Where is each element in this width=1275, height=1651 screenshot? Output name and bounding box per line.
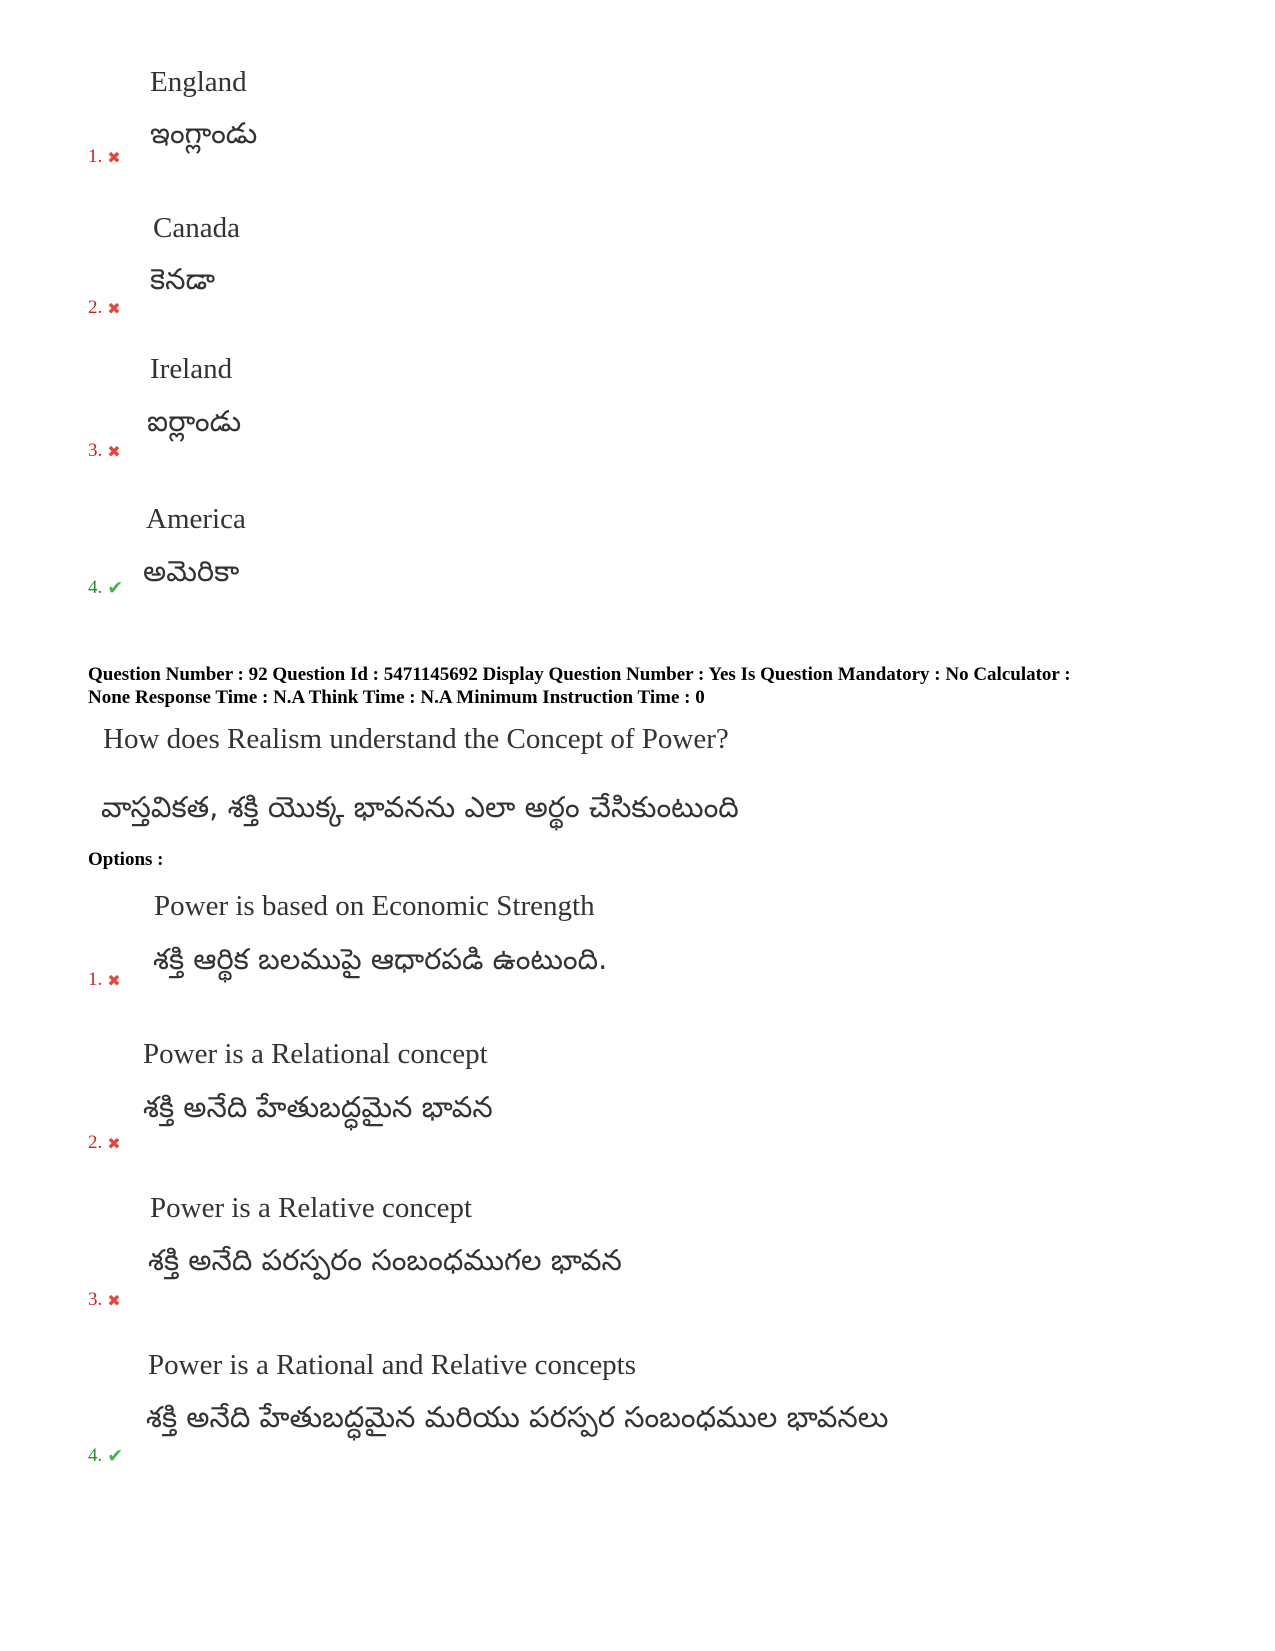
option-3-english: Power is a Relative concept [150, 1192, 473, 1224]
question-meta-line1: Question Number : 92 Question Id : 5471145692 Display Question Number : Yes Is Question Mandatory : No Calculator : [88, 664, 1071, 685]
option-1-telugu: శక్తి ఆర్థిక బలముపై ఆధారపడి ఉంటుంది. [153, 942, 608, 976]
prev-option-1-number [88, 146, 121, 168]
prev-option-2-telugu: కెనడా [150, 262, 216, 296]
option-2-english: Power is a Relational concept [143, 1038, 488, 1070]
question-meta [88, 663, 1208, 709]
cross-icon: ✖ [107, 1133, 121, 1153]
prev-option-3-english: Ireland [150, 353, 233, 385]
cross-icon: ✖ [107, 970, 121, 990]
question-text-english: How does Realism understand the Concept of Power? [103, 723, 729, 755]
option-number: 3. [88, 440, 103, 461]
option-1-english: Power is based on Economic Strength [154, 890, 595, 922]
option-4-english: Power is a Rational and Relative concepts [148, 1349, 637, 1381]
option-1-number [88, 969, 121, 991]
option-number: 3. [88, 1289, 103, 1310]
option-2-telugu: శక్తి అనేది హేతుబద్ధమైన భావన [143, 1090, 493, 1124]
cross-icon: ✖ [107, 1290, 121, 1310]
option-number: 4. [88, 1445, 103, 1466]
option-3-number [88, 1289, 121, 1311]
cross-icon: ✖ [107, 441, 121, 461]
prev-option-4-english: America [146, 503, 246, 535]
options-label: Options : [88, 849, 164, 870]
option-4-number [88, 1445, 123, 1467]
option-number: 1. [88, 146, 103, 167]
prev-option-1-english: England [150, 66, 247, 98]
option-number: 2. [88, 1132, 103, 1153]
option-number: 2. [88, 297, 103, 318]
option-3-telugu: శక్తి అనేది పరస్పరం సంబంధముగల భావన [148, 1243, 622, 1277]
prev-option-2-number [88, 297, 121, 319]
prev-option-3-number [88, 440, 121, 462]
question-text-telugu: వాస్తవికత, శక్తి యొక్క భావనను ఎలా అర్థం చేసికుంటుంది [101, 790, 739, 824]
prev-option-4-number [88, 577, 123, 599]
option-number: 4. [88, 577, 103, 598]
cross-icon: ✖ [107, 147, 121, 167]
prev-option-2-english: Canada [153, 212, 240, 244]
option-number: 1. [88, 969, 103, 990]
option-2-number [88, 1132, 121, 1154]
prev-option-3-telugu: ఐర్లాండు [147, 404, 242, 438]
question-meta-line2: None Response Time : N.A Think Time : N.A Minimum Instruction Time : 0 [88, 687, 705, 708]
check-icon: ✔ [107, 577, 124, 599]
check-icon: ✔ [107, 1445, 124, 1467]
cross-icon: ✖ [107, 298, 121, 318]
prev-option-4-telugu: అమెరికా [143, 554, 240, 588]
prev-option-1-telugu: ఇంగ్లాండు [150, 116, 258, 150]
option-4-telugu: శక్తి అనేది హేతుబద్ధమైన మరియు పరస్పర సంబంధముల భావనలు [146, 1400, 889, 1434]
